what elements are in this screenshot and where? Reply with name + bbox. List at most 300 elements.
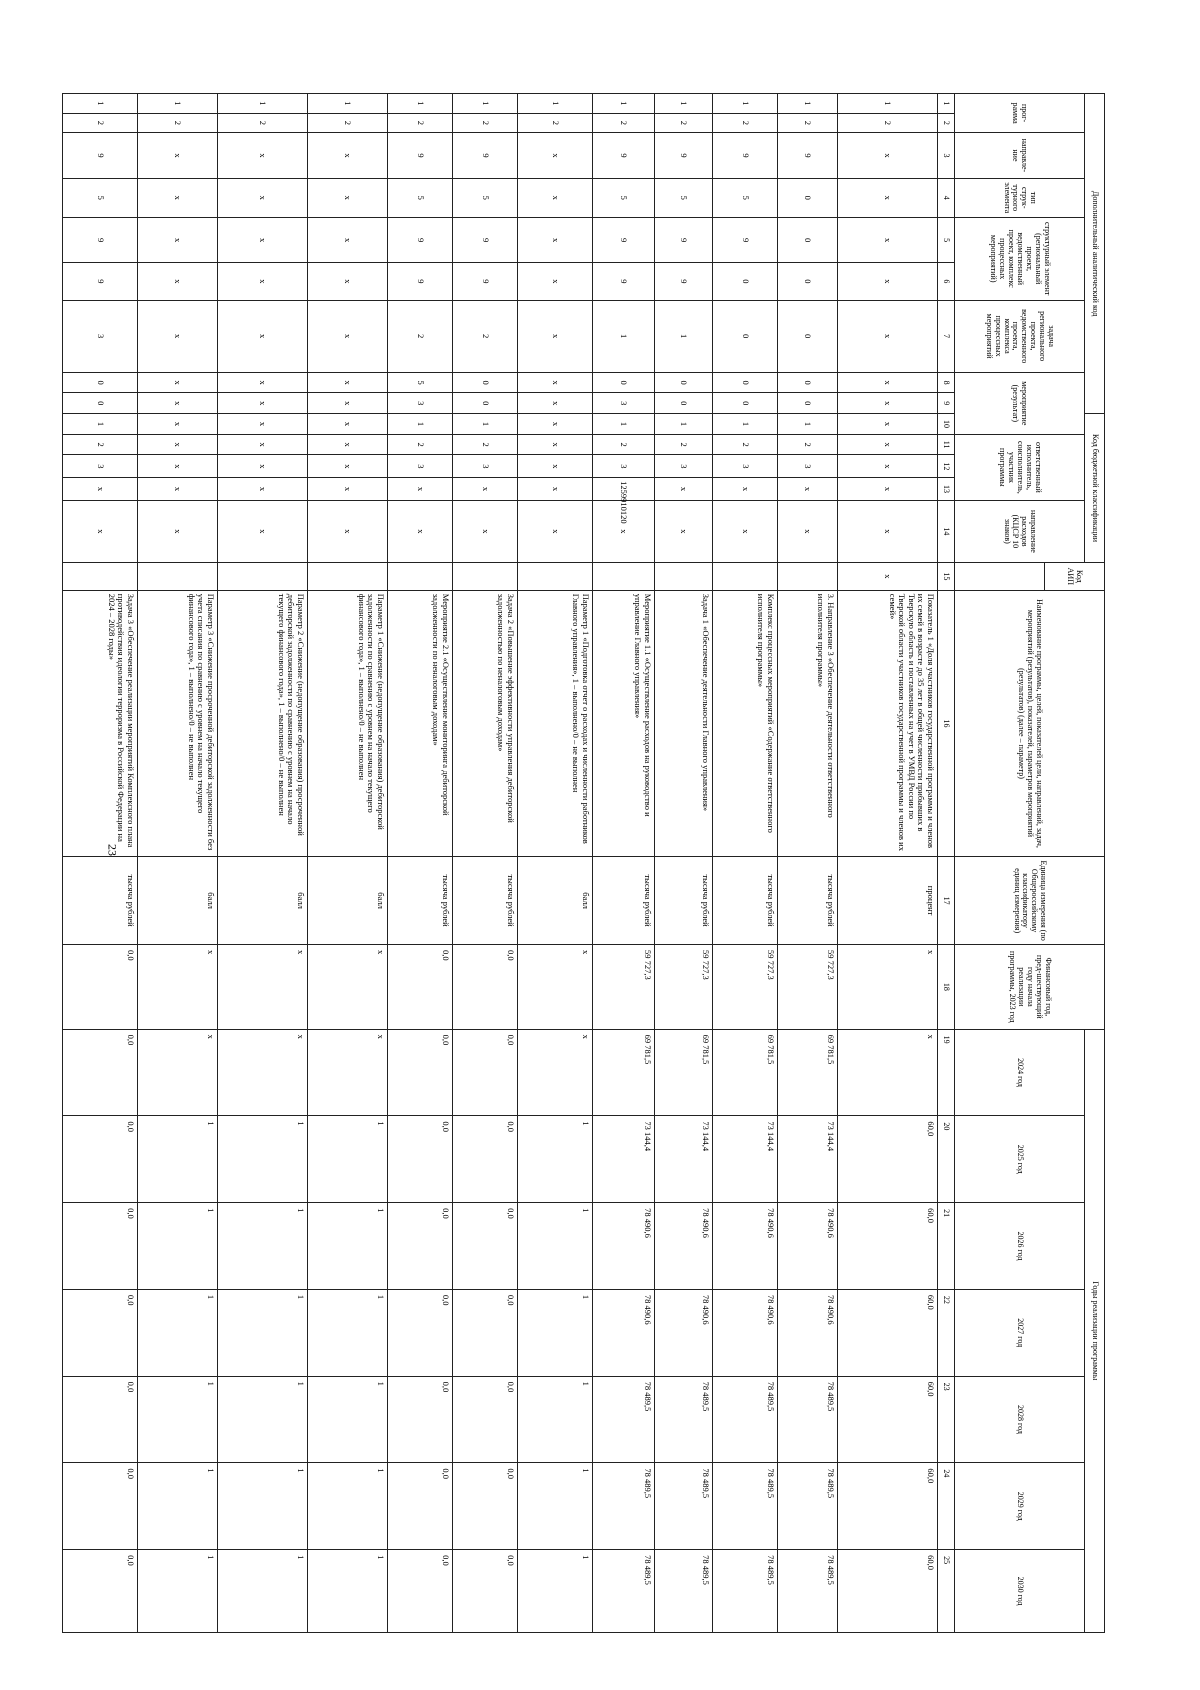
code-cell: 5 <box>63 178 138 217</box>
code-cell: 9 <box>388 133 453 178</box>
index-cell: 12 <box>938 455 955 478</box>
code-cell: x <box>518 414 593 435</box>
year-value: 60,0 <box>838 1550 938 1633</box>
year-value: 0,0 <box>63 1463 138 1550</box>
index-cell: 13 <box>938 478 955 501</box>
year-value: x <box>138 1029 218 1116</box>
code-cell: 1 <box>63 94 138 114</box>
code-cell: x <box>308 434 388 455</box>
unit-cell: тысяча рублей <box>453 857 518 945</box>
code-cell: 2 <box>655 434 713 455</box>
unit-cell: тысяча рублей <box>655 857 713 945</box>
year-value: 1 <box>138 1463 218 1550</box>
code-cell: x <box>308 500 388 562</box>
event-header: мероприятие (результат) <box>955 372 1085 434</box>
code-cell: 9 <box>63 217 138 262</box>
index-cell: 2 <box>938 113 955 133</box>
year-value: 73 144,4 <box>713 1116 778 1203</box>
year-value: 69 781,5 <box>655 1029 713 1116</box>
code-cell: 5 <box>713 178 778 217</box>
name-cell: 3. Направление 3 «Обеспечение деятельности ответственного исполнителя программы» <box>778 590 838 856</box>
year-value: 78 489,5 <box>655 1376 713 1463</box>
code-cell: x <box>838 414 938 435</box>
unit-cell: тысяча рублей <box>388 857 453 945</box>
code-cell <box>388 562 453 590</box>
year-value: 69 781,5 <box>593 1029 655 1116</box>
code-cell: x <box>838 133 938 178</box>
code-cell: 2 <box>838 113 938 133</box>
fin-year-value: 59 727,3 <box>655 944 713 1029</box>
code-cell: 9 <box>453 217 518 262</box>
code-cell: 3 <box>778 455 838 478</box>
index-cell: 7 <box>938 300 955 372</box>
year-2029-header: 2029 год <box>955 1463 1085 1550</box>
year-value: 78 489,5 <box>593 1463 655 1550</box>
code-cell: x <box>308 372 388 393</box>
index-cell: 20 <box>938 1116 955 1203</box>
code-cell: x <box>778 478 838 501</box>
code-cell: 2 <box>713 434 778 455</box>
index-cell: 17 <box>938 857 955 945</box>
code-cell: 2 <box>713 113 778 133</box>
code-cell: 0 <box>655 393 713 414</box>
code-cell: 2 <box>593 113 655 133</box>
struct-type-header: тип струк-турного элемента <box>955 178 1085 217</box>
year-value: 60,0 <box>838 1116 938 1203</box>
code-cell: 1 <box>713 414 778 435</box>
code-cell: x <box>138 500 218 562</box>
code-cell <box>63 562 138 590</box>
expense-header: направление расходов (КЦСР 10 знаков) <box>955 500 1085 562</box>
table-body <box>63 94 938 1633</box>
code-cell: x <box>138 263 218 300</box>
year-value: 0,0 <box>453 1029 518 1116</box>
index-cell: 3 <box>938 133 955 178</box>
code-cell: 0 <box>713 393 778 414</box>
code-cell: 5 <box>388 372 453 393</box>
year-value: 78 490,6 <box>655 1203 713 1290</box>
code-cell: 0 <box>778 393 838 414</box>
name-cell: Параметр 1 «Снижение (недопущение образования) дебиторской задолженности по сравнению с уровнем на начало текущего финансового года», 1 – выполнено/0 – не выполнен <box>308 590 388 856</box>
code-cell: 9 <box>388 263 453 300</box>
year-value: 78 489,5 <box>713 1550 778 1633</box>
code-cell: 3 <box>593 455 655 478</box>
index-cell: 8 <box>938 372 955 393</box>
code-cell: 2 <box>63 113 138 133</box>
index-cell: 18 <box>938 944 955 1029</box>
year-value: 78 489,5 <box>778 1550 838 1633</box>
code-cell: x <box>518 478 593 501</box>
code-cell: x <box>388 500 453 562</box>
year-value: 1 <box>218 1463 308 1550</box>
budget-code-header: Код бюджетной классификации <box>1085 414 1105 563</box>
index-cell: 24 <box>938 1463 955 1550</box>
code-cell: 9 <box>713 217 778 262</box>
index-cell: 25 <box>938 1550 955 1633</box>
year-value: 69 781,5 <box>778 1029 838 1116</box>
table-row <box>218 94 308 1633</box>
code-cell: 1 <box>453 414 518 435</box>
code-cell: x <box>308 300 388 372</box>
year-value: 1 <box>138 1550 218 1633</box>
code-cell: x <box>518 133 593 178</box>
code-cell: 2 <box>388 434 453 455</box>
code-cell: 9 <box>593 133 655 178</box>
year-value: 0,0 <box>453 1116 518 1203</box>
code-cell: x <box>838 263 938 300</box>
code-cell: x <box>838 217 938 262</box>
year-value: 0,0 <box>453 1376 518 1463</box>
code-cell: x <box>838 500 938 562</box>
code-cell: 9 <box>778 133 838 178</box>
index-cell: 15 <box>938 562 955 590</box>
code-cell: x <box>218 455 308 478</box>
page-number: 23 <box>105 844 120 856</box>
aip-header-spacer <box>955 562 1045 590</box>
year-value: 78 489,5 <box>713 1376 778 1463</box>
code-cell: 1 <box>713 94 778 114</box>
index-cell: 11 <box>938 434 955 455</box>
code-cell: 9 <box>63 263 138 300</box>
year-value: 69 781,5 <box>713 1029 778 1116</box>
code-cell: 3 <box>713 455 778 478</box>
analytic-code-header: Дополнительный аналитический код <box>1085 94 1105 414</box>
years-title-header: Годы реализации программы <box>1085 1029 1105 1632</box>
unit-cell: тысяча рублей <box>593 857 655 945</box>
year-value: 0,0 <box>453 1289 518 1376</box>
code-cell: 1 <box>138 94 218 114</box>
code-cell: x <box>838 455 938 478</box>
code-cell: x <box>838 372 938 393</box>
year-value: 1 <box>138 1376 218 1463</box>
code-cell: x <box>388 478 453 501</box>
code-cell: 1 <box>308 94 388 114</box>
code-cell: x <box>308 414 388 435</box>
code-cell: 3 <box>655 455 713 478</box>
fin-year-value: x <box>138 944 218 1029</box>
code-cell <box>453 562 518 590</box>
code-cell: x <box>138 372 218 393</box>
unit-cell: тысяча рублей <box>778 857 838 945</box>
code-cell: x <box>138 217 218 262</box>
code-cell: x <box>218 500 308 562</box>
code-cell: x <box>838 478 938 501</box>
code-cell: x <box>778 500 838 562</box>
code-cell: x <box>713 478 778 501</box>
year-value: 1 <box>518 1463 593 1550</box>
year-value: 0,0 <box>63 1550 138 1633</box>
code-cell: x <box>308 263 388 300</box>
year-value: 78 489,5 <box>655 1550 713 1633</box>
code-cell: 2 <box>778 434 838 455</box>
fin-year-value: 0,0 <box>453 944 518 1029</box>
code-cell: x <box>655 500 713 562</box>
code-cell: 0 <box>713 263 778 300</box>
code-cell: 1259910120 <box>593 478 655 501</box>
year-value: 73 144,4 <box>655 1116 713 1203</box>
code-cell: x <box>838 300 938 372</box>
code-cell: 0 <box>63 393 138 414</box>
table-row <box>713 94 778 1633</box>
code-cell: x <box>518 434 593 455</box>
code-cell: 9 <box>593 217 655 262</box>
code-cell: x <box>518 393 593 414</box>
code-cell: 3 <box>63 300 138 372</box>
unit-cell: процент <box>838 857 938 945</box>
code-cell: 2 <box>453 300 518 372</box>
year-value: 60,0 <box>838 1289 938 1376</box>
code-cell: x <box>138 414 218 435</box>
code-cell <box>518 562 593 590</box>
column-index-row <box>938 94 955 1633</box>
index-cell: 6 <box>938 263 955 300</box>
index-cell: 5 <box>938 217 955 262</box>
code-cell: 5 <box>453 178 518 217</box>
code-cell: 9 <box>63 133 138 178</box>
year-value: 0,0 <box>388 1463 453 1550</box>
table-row <box>593 94 655 1633</box>
table-row <box>388 94 453 1633</box>
fin-year-value: x <box>308 944 388 1029</box>
code-cell: 5 <box>388 178 453 217</box>
year-value: 78 490,6 <box>778 1203 838 1290</box>
index-cell: 1 <box>938 94 955 114</box>
year-value: 0,0 <box>63 1203 138 1290</box>
year-value: 1 <box>518 1203 593 1290</box>
name-cell: Показатель 1 «Доля участников государственной программы и членов их семей в возрасте до 35 лет в общей численности прибывших в Тверскую область и поставленных на учет в УМВД России по Тверской области участников государственной программы и членов их семей» <box>838 590 938 856</box>
fin-year-value: 0,0 <box>388 944 453 1029</box>
code-cell: 9 <box>655 133 713 178</box>
year-value: 1 <box>218 1550 308 1633</box>
unit-cell: балл <box>518 857 593 945</box>
code-cell: 2 <box>308 113 388 133</box>
code-cell <box>655 562 713 590</box>
year-2030-header: 2030 год <box>955 1550 1085 1633</box>
year-value: 1 <box>518 1376 593 1463</box>
year-value: 0,0 <box>388 1116 453 1203</box>
code-cell: 0 <box>593 372 655 393</box>
code-cell: x <box>218 178 308 217</box>
table-row <box>138 94 218 1633</box>
code-cell: x <box>218 414 308 435</box>
code-cell: 2 <box>388 300 453 372</box>
name-cell: Параметр 1 «Подготовка отчет о расходах и численности работников Главного управления», 1 – выполнено/0 – не выполнен <box>518 590 593 856</box>
code-cell <box>713 562 778 590</box>
year-value: 1 <box>308 1550 388 1633</box>
index-cell: 21 <box>938 1203 955 1290</box>
program-header: прог-рамма <box>955 94 1085 133</box>
code-cell: 9 <box>655 263 713 300</box>
code-cell: 1 <box>218 94 308 114</box>
code-cell: x <box>593 500 655 562</box>
year-value: 73 144,4 <box>593 1116 655 1203</box>
executor-header: ответственный исполнитель, соисполнитель, участник программы <box>955 434 1085 500</box>
code-cell: 0 <box>453 372 518 393</box>
code-cell: 0 <box>453 393 518 414</box>
code-cell: 0 <box>778 217 838 262</box>
year-2027-header: 2027 год <box>955 1289 1085 1376</box>
code-cell: x <box>518 178 593 217</box>
year-value: 1 <box>218 1203 308 1290</box>
year-value: 73 144,4 <box>778 1116 838 1203</box>
index-cell: 22 <box>938 1289 955 1376</box>
index-cell: 10 <box>938 414 955 435</box>
year-value: 78 490,6 <box>778 1289 838 1376</box>
code-cell: 3 <box>388 393 453 414</box>
year-value: 1 <box>518 1289 593 1376</box>
code-cell: 3 <box>453 455 518 478</box>
code-cell: x <box>138 434 218 455</box>
name-cell: Мероприятие 1.1 «Осуществление расходов на руководство и управление Главного управления» <box>593 590 655 856</box>
code-cell: 9 <box>453 263 518 300</box>
year-value: 1 <box>218 1289 308 1376</box>
code-cell: x <box>138 178 218 217</box>
code-cell: 1 <box>655 300 713 372</box>
year-value: 0,0 <box>63 1116 138 1203</box>
direction-header: направле-ние <box>955 133 1085 178</box>
year-value: 0,0 <box>388 1550 453 1633</box>
code-cell: 0 <box>778 178 838 217</box>
fin-year-value: 0,0 <box>63 944 138 1029</box>
code-cell: x <box>308 178 388 217</box>
year-value: 78 489,5 <box>593 1376 655 1463</box>
aip-header: Код АИП <box>1045 562 1105 590</box>
unit-header: Единица измерения (по Общероссийскому классификатору единиц измерения) <box>955 857 1105 945</box>
year-value: 1 <box>518 1116 593 1203</box>
fin-year-value: x <box>218 944 308 1029</box>
code-cell: x <box>453 478 518 501</box>
index-cell: 19 <box>938 1029 955 1116</box>
code-cell: x <box>308 217 388 262</box>
unit-cell: балл <box>308 857 388 945</box>
index-cell: 9 <box>938 393 955 414</box>
year-value: 78 490,6 <box>713 1203 778 1290</box>
year-value: 0,0 <box>388 1289 453 1376</box>
name-cell: Параметр 2 «Снижение (недопущение образования) просроченной дебиторской задолженности по сравнению с уровнем на начало текущего финансового года», 1 – выполнено/0 – не выполнен <box>218 590 308 856</box>
year-value: 1 <box>218 1116 308 1203</box>
fin-year-value: 59 727,3 <box>778 944 838 1029</box>
year-value: 78 490,6 <box>713 1289 778 1376</box>
code-cell: 1 <box>593 94 655 114</box>
code-cell: x <box>453 500 518 562</box>
table-row <box>518 94 593 1633</box>
code-cell: 0 <box>655 372 713 393</box>
code-cell: 2 <box>138 113 218 133</box>
name-header: Наименование программы, целей, показателей цели, направлений, задач, мероприятий (результатов), показателей, параметров мероприятий (результатов) (далее – параметр) <box>955 590 1105 856</box>
code-cell <box>308 562 388 590</box>
code-cell: 3 <box>388 455 453 478</box>
code-cell: 2 <box>593 434 655 455</box>
code-cell: x <box>218 478 308 501</box>
code-cell: x <box>138 455 218 478</box>
code-cell: 2 <box>655 113 713 133</box>
table-row <box>655 94 713 1633</box>
unit-cell: балл <box>138 857 218 945</box>
code-cell: 1 <box>593 414 655 435</box>
year-value: 78 489,5 <box>593 1550 655 1633</box>
index-cell: 4 <box>938 178 955 217</box>
table-row <box>453 94 518 1633</box>
year-value: 60,0 <box>838 1203 938 1290</box>
code-cell: x <box>838 562 938 590</box>
year-2025-header: 2025 год <box>955 1116 1085 1203</box>
year-value: x <box>518 1029 593 1116</box>
fin-year-value: 59 727,3 <box>713 944 778 1029</box>
code-cell <box>218 562 308 590</box>
code-cell: x <box>518 300 593 372</box>
code-cell: 2 <box>778 113 838 133</box>
code-cell: x <box>655 478 713 501</box>
year-value: 78 489,5 <box>655 1463 713 1550</box>
year-value: 1 <box>138 1289 218 1376</box>
year-value: 0,0 <box>63 1376 138 1463</box>
year-value: x <box>838 1029 938 1116</box>
code-cell: 1 <box>453 94 518 114</box>
code-cell: 2 <box>63 434 138 455</box>
table-row <box>838 94 938 1633</box>
code-cell: 9 <box>655 217 713 262</box>
year-value: 78 489,5 <box>778 1376 838 1463</box>
year-value: 0,0 <box>63 1029 138 1116</box>
year-value: 78 490,6 <box>655 1289 713 1376</box>
code-cell: x <box>518 500 593 562</box>
code-cell: 0 <box>778 300 838 372</box>
code-cell: x <box>218 393 308 414</box>
year-2028-header: 2028 год <box>955 1376 1085 1463</box>
code-cell: x <box>308 393 388 414</box>
table-row <box>63 94 138 1633</box>
code-cell: 2 <box>453 434 518 455</box>
struct-elem-header: структурный элемент (региональный проект, ведомственный проект, комплекс процессных мероприятий) <box>955 217 1085 300</box>
code-cell: x <box>63 478 138 501</box>
name-cell: Мероприятие 2.1 «Осуществление мониторинга дебиторской задолженности по неналоговым доходам» <box>388 590 453 856</box>
year-value: 0,0 <box>388 1029 453 1116</box>
code-cell: 9 <box>593 263 655 300</box>
year-value: x <box>308 1029 388 1116</box>
code-cell: 2 <box>388 113 453 133</box>
code-cell: 0 <box>778 372 838 393</box>
index-cell: 16 <box>938 590 955 856</box>
code-cell: 5 <box>655 178 713 217</box>
code-cell: x <box>218 300 308 372</box>
year-value: 0,0 <box>63 1289 138 1376</box>
index-cell: 23 <box>938 1376 955 1463</box>
index-cell: 14 <box>938 500 955 562</box>
year-value: 1 <box>308 1463 388 1550</box>
year-value: 60,0 <box>838 1463 938 1550</box>
code-cell: x <box>308 133 388 178</box>
code-cell: x <box>138 300 218 372</box>
code-cell: 0 <box>713 300 778 372</box>
code-cell: x <box>218 263 308 300</box>
code-cell: x <box>218 372 308 393</box>
code-cell: x <box>518 455 593 478</box>
name-cell: Комплекс процессных мероприятий «Содержание ответственного исполнителя программы» <box>713 590 778 856</box>
unit-cell: тысяча рублей <box>713 857 778 945</box>
code-cell: x <box>138 133 218 178</box>
code-cell: x <box>138 478 218 501</box>
code-cell: x <box>218 434 308 455</box>
code-cell: x <box>308 478 388 501</box>
year-value: 60,0 <box>838 1376 938 1463</box>
name-cell: Задача 3 «Обеспечение реализации мероприятий Комплексного плана противодействия идеологии терроризма в Российской Федерации на 2024 – 2028 годы» <box>63 590 138 856</box>
year-value: 1 <box>308 1116 388 1203</box>
code-cell: 9 <box>453 133 518 178</box>
code-cell: 5 <box>593 178 655 217</box>
code-cell: x <box>838 178 938 217</box>
name-cell: Задача 1 «Обеспечение деятельности Главного управления» <box>655 590 713 856</box>
code-cell: 1 <box>518 94 593 114</box>
